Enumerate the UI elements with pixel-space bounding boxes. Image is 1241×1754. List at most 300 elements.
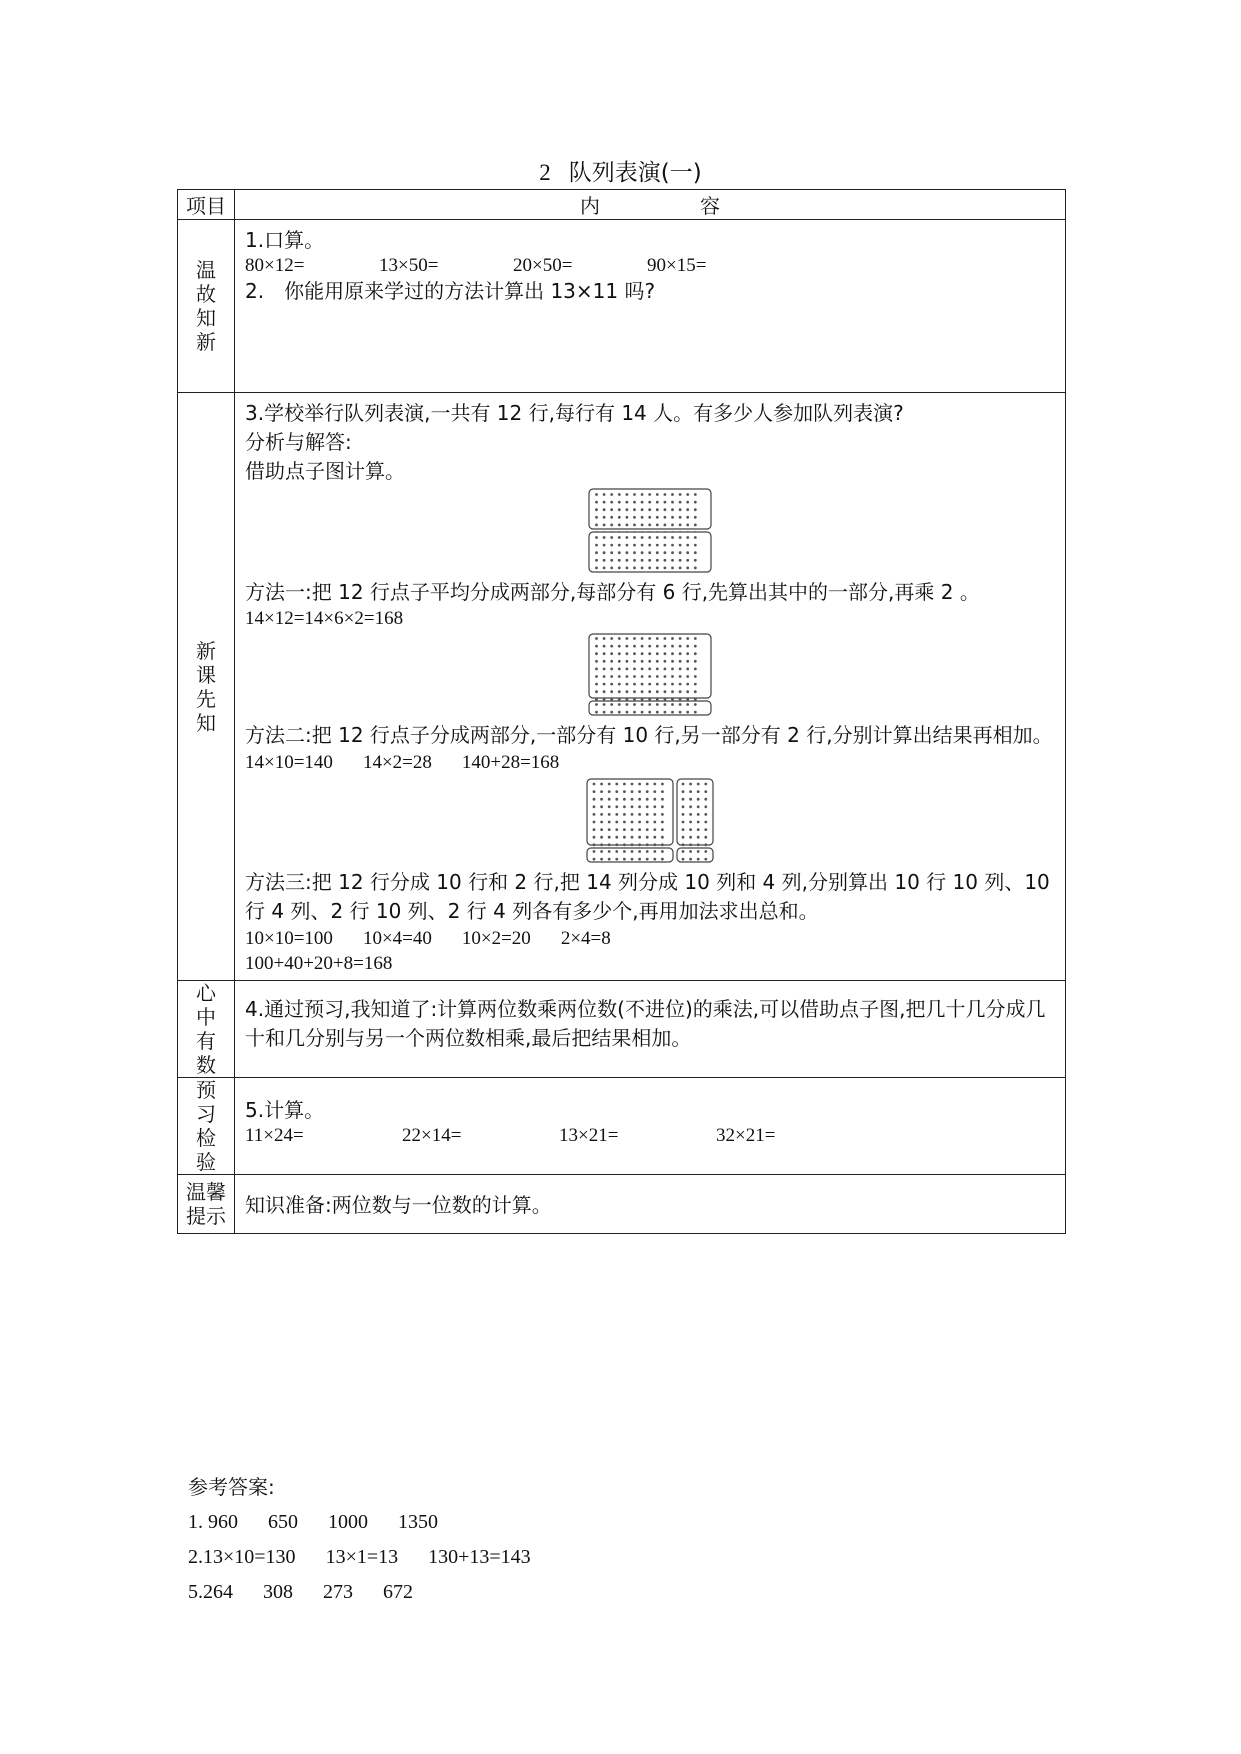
dot	[661, 790, 664, 793]
dot	[626, 668, 629, 671]
tip-text: 知识准备:两位数与一位数的计算。	[245, 1192, 552, 1217]
dot	[626, 536, 629, 539]
dot	[618, 698, 621, 701]
dot	[633, 501, 636, 504]
dot	[603, 524, 606, 527]
dot	[679, 683, 682, 686]
dot	[623, 836, 626, 839]
dot	[648, 690, 651, 693]
dot	[595, 551, 598, 554]
dot	[626, 711, 629, 714]
dot	[653, 843, 656, 846]
dot	[595, 508, 598, 511]
dot	[679, 668, 682, 671]
dot	[610, 536, 613, 539]
dot	[694, 652, 697, 655]
dot	[610, 637, 613, 640]
dot	[633, 536, 636, 539]
dot	[626, 501, 629, 504]
dot	[661, 805, 664, 808]
dot	[641, 567, 644, 570]
dot	[664, 703, 667, 706]
dot	[626, 524, 629, 527]
dot	[646, 821, 649, 824]
dot	[671, 501, 674, 504]
dot	[638, 828, 641, 831]
calc-item: 140+28=168	[461, 752, 560, 773]
dot	[603, 683, 606, 686]
dot	[603, 501, 606, 504]
section-preview-check	[178, 1078, 1066, 1175]
dot	[638, 790, 641, 793]
dot	[648, 698, 651, 701]
dot	[671, 675, 674, 678]
dot	[610, 683, 613, 686]
dot	[626, 637, 629, 640]
dot	[603, 508, 606, 511]
dot	[694, 690, 697, 693]
dot	[679, 698, 682, 701]
answer-item: 130+13=143	[428, 1546, 531, 1568]
dot	[615, 805, 618, 808]
method2-text: 方法二:把 12 行点子分成两部分,一部分有 10 行,另一部分有 2 行,分别计算出结果再相加。	[245, 723, 1053, 747]
dot	[686, 652, 689, 655]
dot	[661, 843, 664, 846]
q1-item: 20×50=	[513, 255, 573, 276]
dot	[638, 813, 641, 816]
dot	[618, 660, 621, 663]
dot	[656, 645, 659, 648]
dot	[679, 524, 682, 527]
dot	[679, 675, 682, 678]
dot	[633, 544, 636, 547]
dot	[618, 536, 621, 539]
dot	[682, 790, 685, 793]
dot	[664, 508, 667, 511]
dot-group-frame	[677, 779, 713, 845]
dot	[603, 690, 606, 693]
dot	[608, 843, 611, 846]
section-label-understanding: 心中有数	[178, 981, 235, 1078]
dot	[626, 493, 629, 496]
dot	[686, 645, 689, 648]
dot	[653, 828, 656, 831]
dot	[686, 703, 689, 706]
dot	[633, 493, 636, 496]
dot	[686, 559, 689, 562]
dot	[595, 690, 598, 693]
dot	[641, 668, 644, 671]
dot	[615, 821, 618, 824]
dot	[618, 675, 621, 678]
dot-group-frame	[589, 634, 711, 698]
dot	[618, 703, 621, 706]
dot	[646, 813, 649, 816]
dot	[593, 828, 596, 831]
dot	[615, 850, 618, 853]
dot	[664, 690, 667, 693]
dot	[648, 544, 651, 547]
dot	[656, 567, 659, 570]
dot	[653, 836, 656, 839]
answer-item: 1000	[328, 1511, 368, 1533]
dot	[641, 660, 644, 663]
dot	[686, 668, 689, 671]
q1-item: 90×15=	[647, 255, 707, 276]
dot	[697, 828, 700, 831]
answer-item: 1. 960	[188, 1511, 238, 1533]
header-item-col: 项目	[178, 190, 235, 220]
header-row	[178, 190, 1066, 220]
dot	[610, 559, 613, 562]
dot	[671, 683, 674, 686]
dot	[694, 536, 697, 539]
q5-item: 11×24=	[245, 1125, 304, 1146]
dot	[671, 668, 674, 671]
dot	[641, 508, 644, 511]
dot	[689, 821, 692, 824]
dot	[618, 551, 621, 554]
dot	[679, 652, 682, 655]
dot	[682, 798, 685, 801]
dot	[648, 703, 651, 706]
dot	[664, 567, 667, 570]
dot	[615, 783, 618, 786]
dot	[656, 508, 659, 511]
dot	[664, 559, 667, 562]
dot	[646, 798, 649, 801]
answer-line	[188, 1505, 531, 1540]
method3-calc2: 100+40+20+8=168	[245, 953, 393, 974]
dot	[595, 675, 598, 678]
dot	[671, 703, 674, 706]
dot	[679, 637, 682, 640]
dot	[595, 660, 598, 663]
dot	[600, 821, 603, 824]
dot	[697, 843, 700, 846]
dot	[633, 652, 636, 655]
dot	[623, 805, 626, 808]
dot	[618, 544, 621, 547]
dot	[638, 805, 641, 808]
dot	[615, 843, 618, 846]
dot	[682, 828, 685, 831]
dot	[633, 711, 636, 714]
dot	[671, 544, 674, 547]
dot	[641, 501, 644, 504]
dot	[694, 501, 697, 504]
dot	[656, 551, 659, 554]
dot	[623, 850, 626, 853]
dot	[638, 798, 641, 801]
dot	[694, 660, 697, 663]
dot	[646, 858, 649, 861]
dot	[664, 645, 667, 648]
dot	[648, 493, 651, 496]
dot	[618, 501, 621, 504]
dot	[593, 836, 596, 839]
dot	[641, 516, 644, 519]
dot	[656, 668, 659, 671]
page-title	[0, 154, 1241, 187]
dot	[618, 652, 621, 655]
dot	[646, 828, 649, 831]
dot	[664, 668, 667, 671]
dot	[653, 783, 656, 786]
dot	[608, 850, 611, 853]
q3-text: 3.学校举行队列表演,一共有 12 行,每行有 14 人。有多少人参加队列表演?	[245, 401, 904, 425]
dot	[697, 813, 700, 816]
dot	[631, 813, 634, 816]
dot	[689, 843, 692, 846]
dot	[656, 652, 659, 655]
dot	[682, 813, 685, 816]
method1-calc: 14×12=14×6×2=168	[245, 608, 404, 629]
dot	[595, 567, 598, 570]
dot	[661, 828, 664, 831]
dot	[694, 675, 697, 678]
analysis-label: 分析与解答:	[245, 430, 352, 454]
dot	[633, 645, 636, 648]
dot	[679, 645, 682, 648]
dot	[618, 516, 621, 519]
worksheet-table	[177, 189, 1066, 1234]
dot	[615, 813, 618, 816]
dot	[600, 783, 603, 786]
dot	[633, 683, 636, 686]
dot	[595, 516, 598, 519]
hint-text: 借助点子图计算。	[245, 459, 405, 483]
dot	[664, 516, 667, 519]
section-label-preview-check: 预习检验	[178, 1078, 235, 1175]
dot	[595, 703, 598, 706]
dot	[656, 675, 659, 678]
answer-key	[188, 1470, 531, 1610]
dot	[641, 698, 644, 701]
dot	[618, 508, 621, 511]
dot	[626, 683, 629, 686]
dot	[648, 551, 651, 554]
dot	[595, 637, 598, 640]
dot	[631, 858, 634, 861]
dot	[664, 711, 667, 714]
q5-item: 22×14=	[402, 1125, 462, 1146]
section-content-tips	[235, 1175, 1066, 1234]
section-label-review: 温故知新	[178, 220, 235, 393]
calc-item: 2×4=8	[560, 928, 611, 949]
dot	[618, 567, 621, 570]
dot	[694, 551, 697, 554]
dot	[603, 544, 606, 547]
dot	[615, 836, 618, 839]
dot	[641, 711, 644, 714]
dot	[679, 493, 682, 496]
dot	[648, 652, 651, 655]
dot	[631, 850, 634, 853]
dot	[626, 675, 629, 678]
answer-item: 5.264	[188, 1581, 233, 1603]
dot	[686, 516, 689, 519]
dot	[671, 524, 674, 527]
dot	[641, 652, 644, 655]
dot	[656, 559, 659, 562]
dot	[689, 836, 692, 839]
dot	[671, 493, 674, 496]
dot	[633, 524, 636, 527]
dot	[653, 790, 656, 793]
answer-line	[188, 1575, 531, 1610]
dot	[626, 544, 629, 547]
dot	[618, 493, 621, 496]
section-content-understanding	[235, 981, 1066, 1078]
dot	[618, 690, 621, 693]
dot	[623, 828, 626, 831]
section-tips	[178, 1175, 1066, 1234]
dot	[631, 783, 634, 786]
dot	[610, 544, 613, 547]
answer-item: 273	[323, 1581, 353, 1603]
dot	[633, 698, 636, 701]
dot	[631, 821, 634, 824]
dot	[608, 783, 611, 786]
dot	[633, 675, 636, 678]
dot	[694, 698, 697, 701]
dot	[641, 683, 644, 686]
dot	[697, 790, 700, 793]
dot	[671, 711, 674, 714]
dot	[704, 836, 707, 839]
dot	[704, 805, 707, 808]
dot	[671, 698, 674, 701]
dot	[648, 637, 651, 640]
dot	[689, 858, 692, 861]
dot	[603, 637, 606, 640]
calc-item: 14×10=140	[245, 752, 333, 773]
dot	[638, 858, 641, 861]
dot	[593, 798, 596, 801]
dot	[656, 660, 659, 663]
dot	[593, 850, 596, 853]
dot	[646, 790, 649, 793]
section-label-new-lesson: 新课先知	[178, 393, 235, 981]
dot	[610, 675, 613, 678]
dot	[661, 836, 664, 839]
dot	[631, 836, 634, 839]
dot	[704, 813, 707, 816]
dot	[671, 559, 674, 562]
dot-grid-split-6-6	[588, 488, 712, 574]
dot	[661, 813, 664, 816]
dot	[610, 652, 613, 655]
dot	[671, 508, 674, 511]
dot	[608, 798, 611, 801]
dot	[641, 637, 644, 640]
dot	[697, 858, 700, 861]
dot	[626, 645, 629, 648]
dot	[686, 637, 689, 640]
dot	[610, 690, 613, 693]
dot	[633, 551, 636, 554]
dot	[682, 805, 685, 808]
method3-text: 方法三:把 12 行分成 10 行和 2 行,把 14 列分成 10 列和 4 列,分别算出 10 行 10 列、10 行 4 列、2 行 10 列、2 行 4 列各有多少个,再用加法求出总和。	[245, 870, 1050, 923]
dot	[648, 645, 651, 648]
dot-grid-split-10-2	[588, 633, 712, 717]
dot	[671, 690, 674, 693]
section-label-tips: 温馨提示	[178, 1175, 235, 1234]
dot	[608, 813, 611, 816]
dot	[600, 858, 603, 861]
dot	[704, 790, 707, 793]
dot	[689, 828, 692, 831]
dot	[686, 675, 689, 678]
dot	[610, 711, 613, 714]
dot	[671, 660, 674, 663]
dot	[656, 516, 659, 519]
dot	[615, 858, 618, 861]
dot	[664, 524, 667, 527]
section-review	[178, 220, 1066, 393]
dot	[641, 675, 644, 678]
section-content-review	[235, 220, 1066, 393]
dot	[618, 668, 621, 671]
dot	[694, 559, 697, 562]
dot	[648, 516, 651, 519]
calc-item: 14×2=28	[362, 752, 432, 773]
dot	[646, 843, 649, 846]
dot	[682, 850, 685, 853]
dot	[610, 493, 613, 496]
dot	[641, 551, 644, 554]
dot	[600, 843, 603, 846]
answer-item: 2.13×10=130	[188, 1546, 296, 1568]
dot	[618, 645, 621, 648]
dot-grid-split-quadrants	[586, 778, 714, 864]
dot	[641, 544, 644, 547]
dot	[682, 821, 685, 824]
q5-title: 5.计算。	[245, 1098, 325, 1122]
dot	[641, 493, 644, 496]
dot	[653, 813, 656, 816]
dot	[648, 711, 651, 714]
dot	[679, 536, 682, 539]
dot	[600, 790, 603, 793]
dot	[704, 783, 707, 786]
method3-calc1	[245, 926, 1055, 952]
dot	[656, 698, 659, 701]
dot	[603, 493, 606, 496]
dot	[653, 821, 656, 824]
answer-item: 672	[383, 1581, 413, 1603]
section-new-lesson	[178, 393, 1066, 981]
dot	[697, 805, 700, 808]
dot	[679, 508, 682, 511]
dot	[608, 821, 611, 824]
dot-group-frame	[587, 848, 673, 862]
dot	[664, 637, 667, 640]
q1-item: 13×50=	[379, 255, 439, 276]
dot	[704, 843, 707, 846]
dot	[595, 683, 598, 686]
dot	[626, 567, 629, 570]
dot	[593, 843, 596, 846]
dot	[656, 493, 659, 496]
dot	[638, 821, 641, 824]
dot	[610, 508, 613, 511]
dot	[615, 828, 618, 831]
dot	[610, 551, 613, 554]
dot	[631, 805, 634, 808]
dot	[689, 805, 692, 808]
